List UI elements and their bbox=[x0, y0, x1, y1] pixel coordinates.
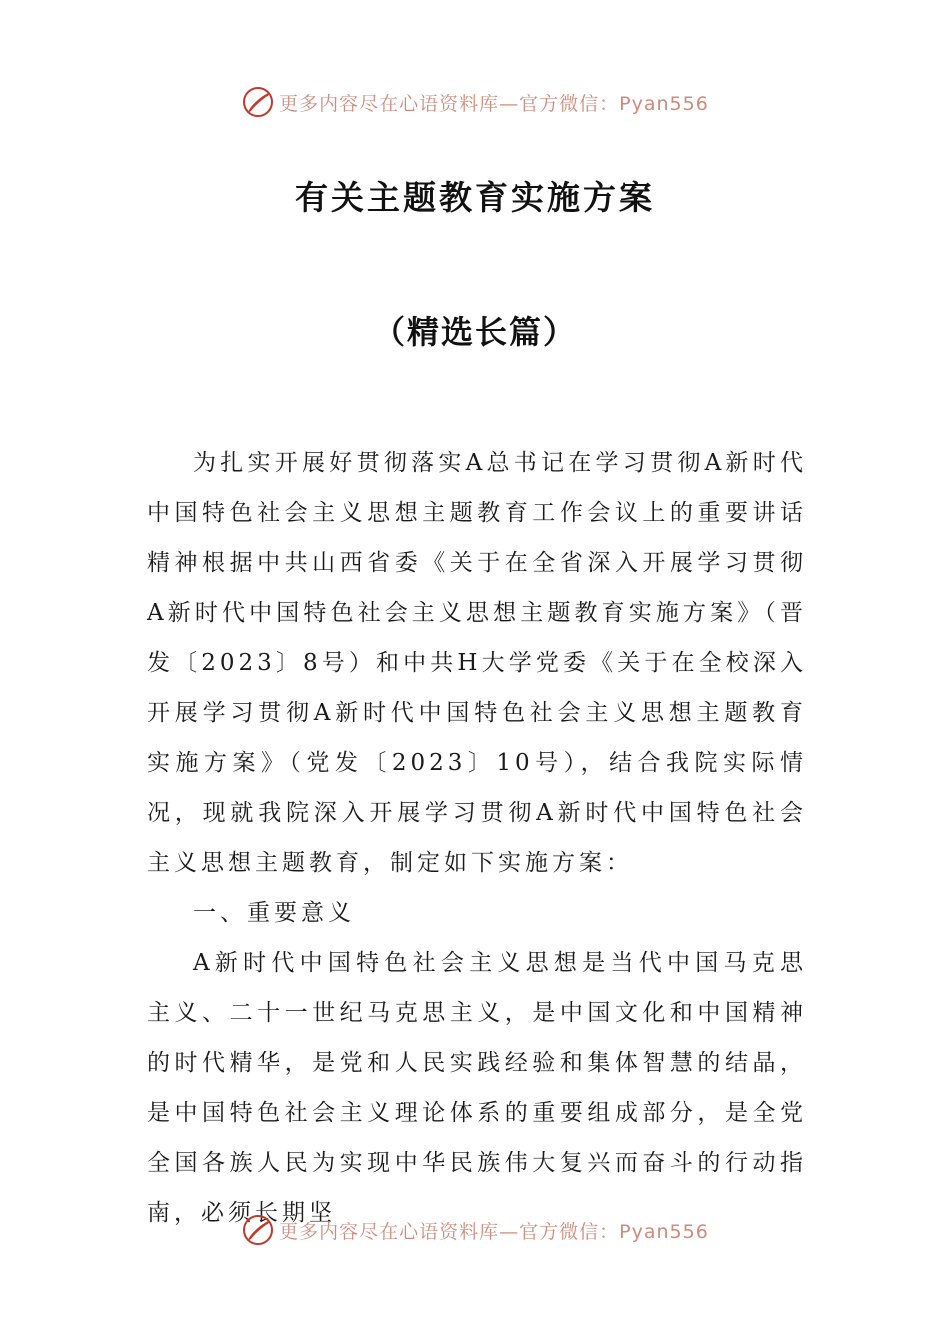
pen-logo-icon bbox=[241, 85, 275, 119]
document-subtitle: （精选长篇） bbox=[372, 313, 577, 351]
watermark-text: 更多内容尽在心语资料库—官方微信：Pyan556 bbox=[279, 92, 709, 115]
watermark-banner-top bbox=[0, 82, 950, 122]
wechat-id: Pyan556 bbox=[619, 1220, 709, 1243]
paragraph: 为扎实开展好贯彻落实A总书记在学习贯彻A新时代中国特色社会主义思想主题教育工作会议上的重要讲话精神根据中共山西省委《关于在全省深入开展学习贯彻A新时代中国特色社会主义思想主题教育实施方案》（晋发〔2023〕8号）和中共H大学党委《关于在全校深入开展学习贯彻A新时代中国特色社会主义思想主题教育实施方案》（党发〔2023〕10号），结合我院实际情况，现就我院深入开展学习贯彻A新时代中国特色社会主义思想主题教育，制定如下实施方案： bbox=[147, 450, 807, 876]
watermark-banner-bottom bbox=[0, 1210, 950, 1250]
paragraph: A新时代中国特色社会主义思想是当代中国马克思主义、二十一世纪马克思主义，是中国文化和中国精神的时代精华，是党和人民实践经验和集体智慧的结晶，是中国特色社会主义理论体系的重要组成部分，是全党全国各族人民为实现中华民族伟大复兴而奋斗的行动指南，必须长期坚 bbox=[147, 950, 807, 1226]
document-title: 有关主题教育实施方案 bbox=[295, 178, 655, 217]
pen-logo-icon bbox=[241, 1213, 275, 1247]
document-body bbox=[147, 438, 807, 1238]
wechat-id: Pyan556 bbox=[619, 92, 709, 115]
watermark-text: 更多内容尽在心语资料库—官方微信：Pyan556 bbox=[279, 1220, 709, 1243]
section-heading: 一、重要意义 bbox=[193, 900, 355, 926]
